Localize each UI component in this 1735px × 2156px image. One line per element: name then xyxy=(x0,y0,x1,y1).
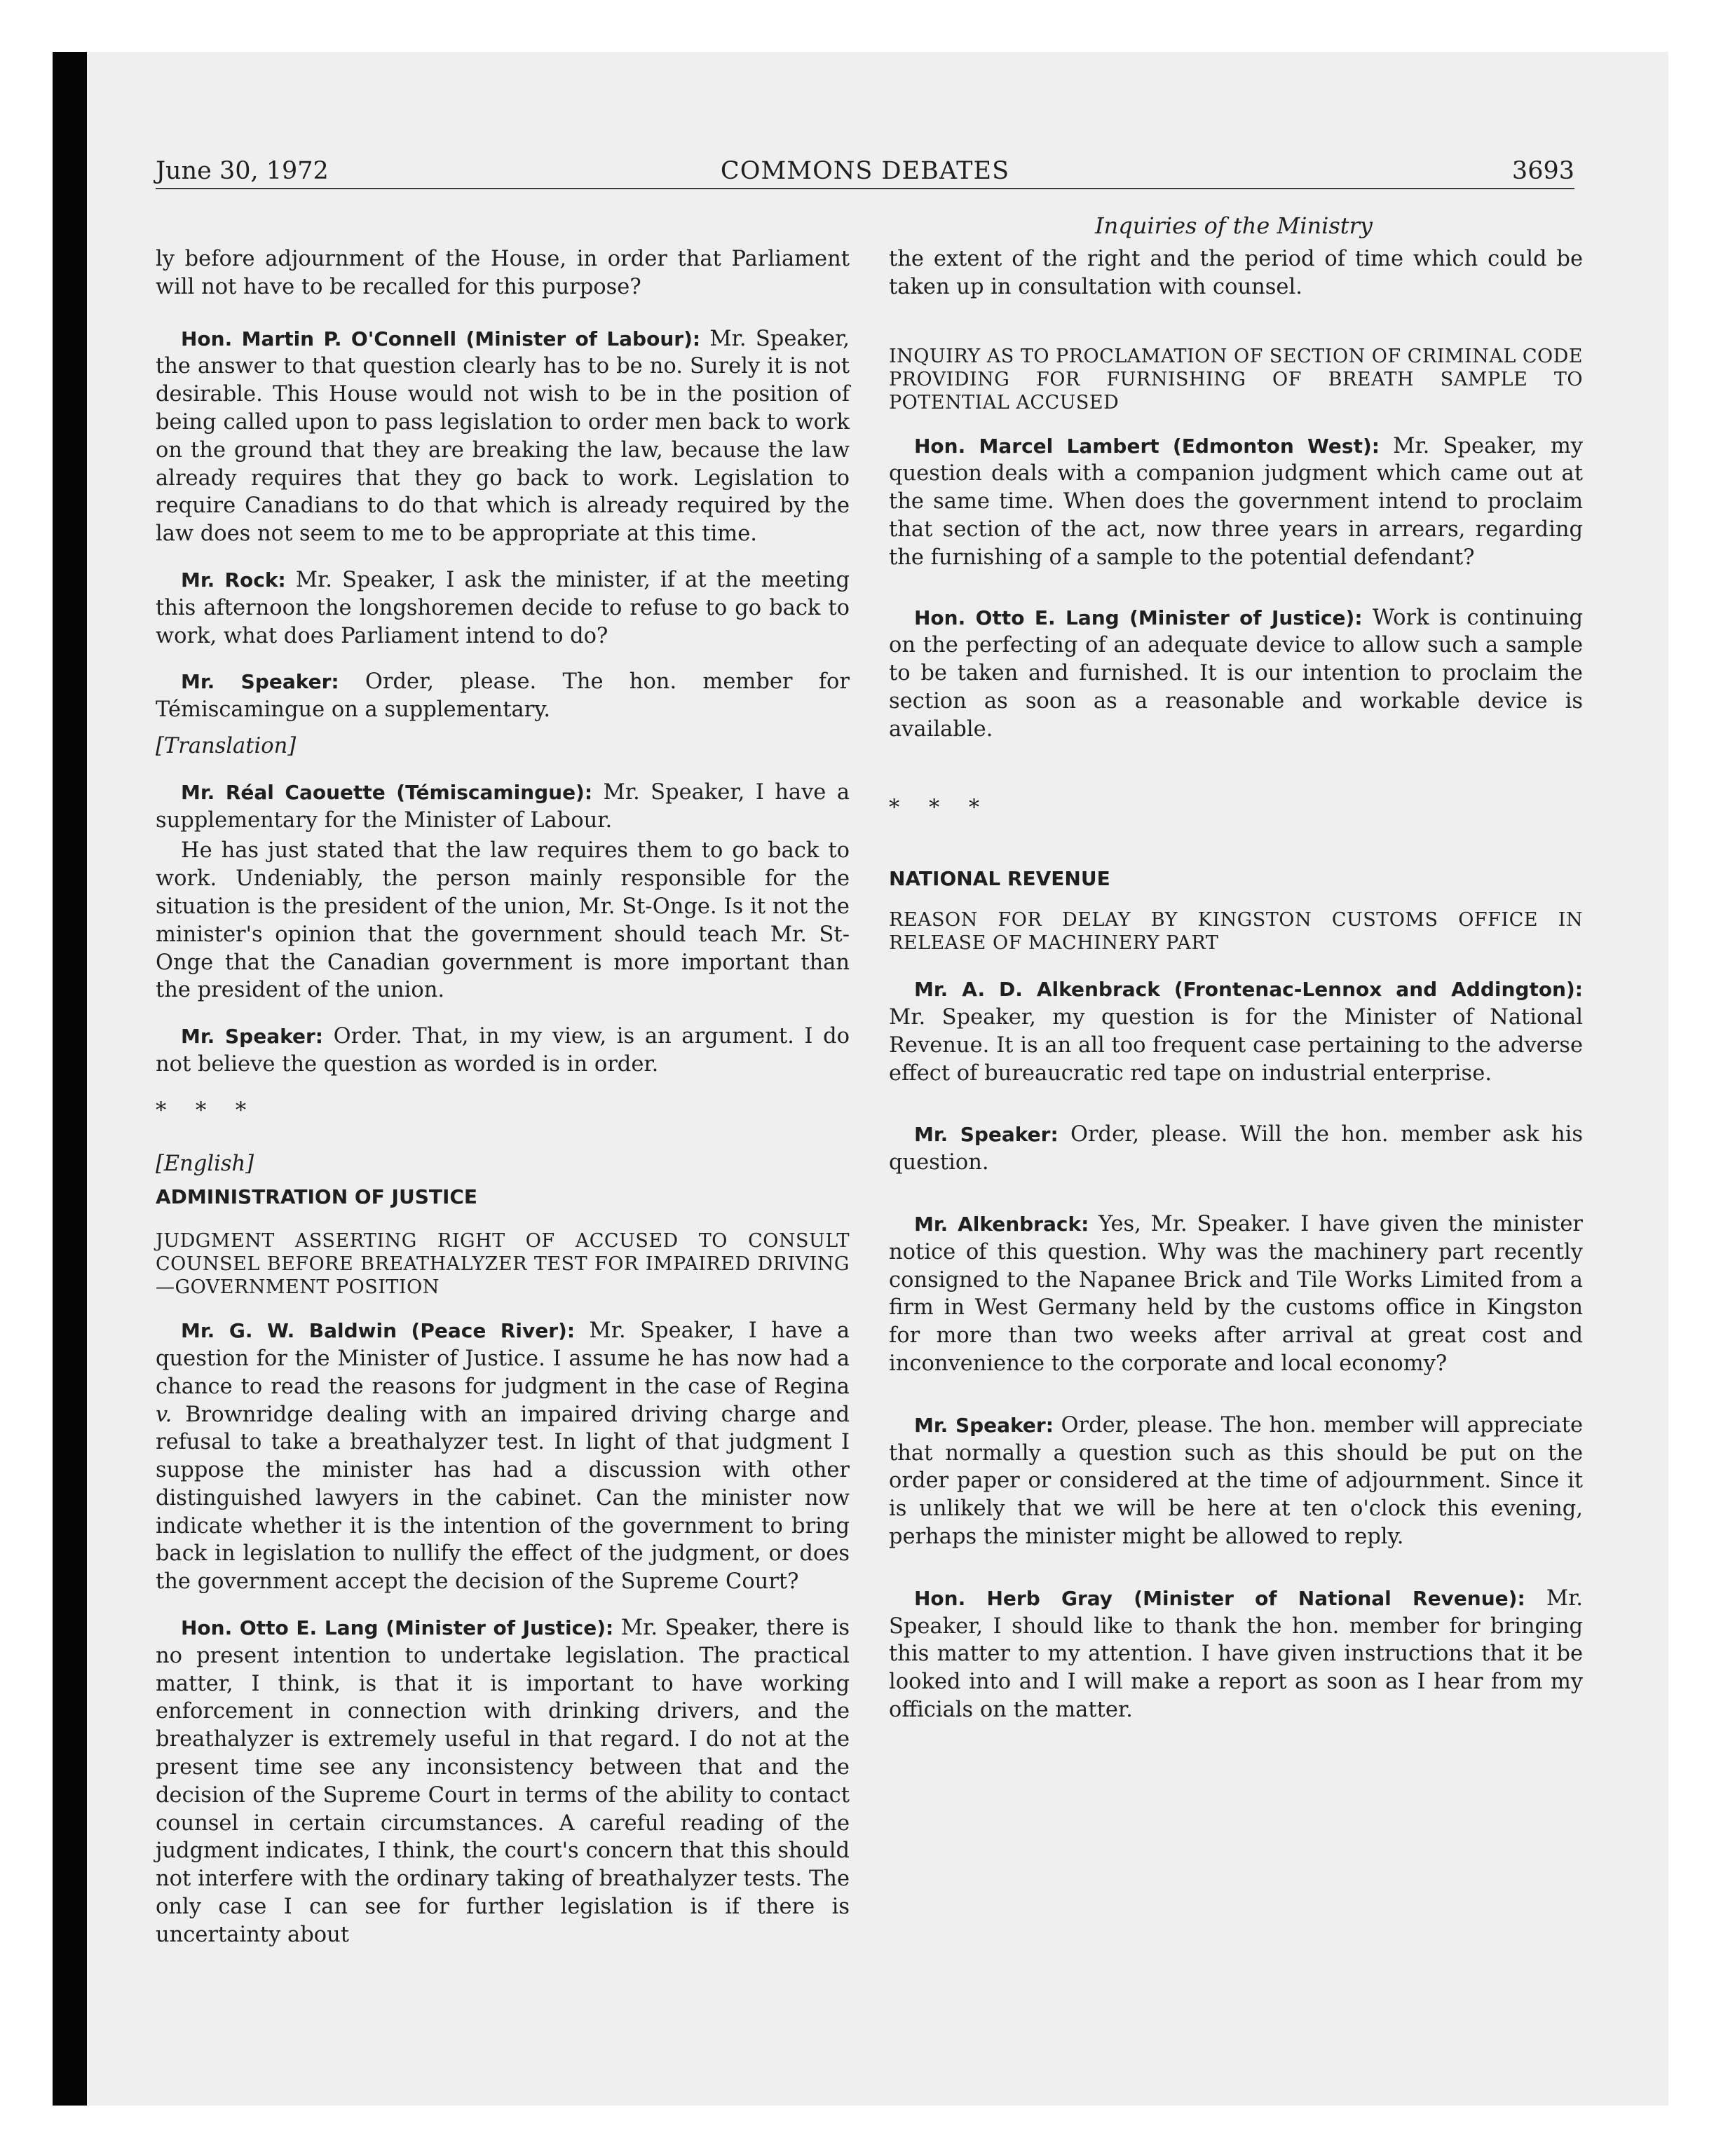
speaker-name: Hon. Marcel Lambert (Edmonton West): xyxy=(914,434,1380,458)
paragraph xyxy=(889,1121,1583,1177)
speaker-name: Mr. Speaker: xyxy=(181,670,339,694)
paragraph-text: Mr. Speaker, I should like to thank the hon. member for bringing this matter to my attention. I have given instructions that it be looked into and I will make a report as soon as I hear from my officials on the matter. xyxy=(889,1585,1583,1722)
speaker-name: Mr. Speaker: xyxy=(914,1413,1054,1437)
section-heading: NATIONAL REVENUE xyxy=(889,867,1110,891)
paragraph: the extent of the right and the period of time which could be taken up in consultation with counsel. xyxy=(889,247,1583,299)
header-rule xyxy=(156,188,1574,189)
paragraph xyxy=(889,1210,1583,1378)
paragraph-text: Mr. Speaker, I ask the minister, if at the meeting this afternoon the longshoremen decide to refuse to go back to work, what does Parliament intend to do? xyxy=(156,567,850,648)
paragraph xyxy=(889,976,1583,1087)
paragraph: He has just stated that the law requires them to go back to work. Undeniably, the person mainly responsible for the situation is the president of the union, Mr. St-Onge. Is it not the minister's opinion that the government should teach Mr. St-Onge that the Canadian government is more important than the president of the union. xyxy=(156,838,850,1003)
english-tag: [English] xyxy=(156,1151,254,1176)
scan-edge-shadow xyxy=(53,52,87,2106)
speaker-name: Mr. Alkenbrack: xyxy=(914,1212,1089,1236)
paragraph xyxy=(889,604,1583,744)
paragraph-text: Mr. Speaker, my question is for the Minister of National Revenue. It is an all too frequent case pertaining to the adverse effect of bureaucratic red tape on industrial enterprise. xyxy=(889,1004,1583,1086)
speaker-name: Mr. Speaker: xyxy=(914,1123,1059,1147)
paragraph xyxy=(156,1023,850,1079)
paragraph-text: Order, please. The hon. member will appreciate that normally a question such as this should be put on the order paper or considered at the time of adjournment. Since it is unlikely that we will be here at ten o'clock this evening, perhaps the minister might be allowed to reply. xyxy=(889,1412,1583,1549)
section-divider: * * * xyxy=(889,795,991,820)
speaker-name: Hon. Martin P. O'Connell (Minister of Labour): xyxy=(181,327,701,350)
speaker-name: Mr. Speaker: xyxy=(181,1025,323,1049)
paragraph xyxy=(889,1585,1583,1724)
paragraph xyxy=(889,1412,1583,1551)
paragraph xyxy=(156,325,850,548)
paragraph xyxy=(156,779,850,835)
paragraph-text: Mr. Speaker, my question deals with a companion judgment which came out at the same time. When does the government intend to proclaim that section of the act, now three years in arrears, regarding the furnishing of a sample to the potential defendant? xyxy=(889,433,1584,570)
paragraph-text: Mr. Speaker, there is no present intention to undertake legislation. The practical matter, I think, is that it is important to have working enforcement in connection with drinking drivers, and the breathalyzer is extremely useful in that regard. I do not at the present time see any inconsistency between that and the decision of the Supreme Court in terms of the ability to contact counsel in certain circumstances. A careful reading of the judgment indicates, I think, the court's concern that this should not interfere with the ordinary taking of breathalyzer tests. The only case I can see for further legislation is if there is uncertainty about xyxy=(156,1616,850,1947)
sub-heading: JUDGMENT ASSERTING RIGHT OF ACCUSED TO CONSULT COUNSEL BEFORE BREATHALYZER TEST FOR IMPAIRED DRIVING—GOVERNMENT POSITION xyxy=(156,1230,850,1299)
page-number: 3693 xyxy=(1511,157,1574,185)
sub-heading: REASON FOR DELAY BY KINGSTON CUSTOMS OFFICE IN RELEASE OF MACHINERY PART xyxy=(889,909,1583,955)
header-date: June 30, 1972 xyxy=(156,157,329,185)
paragraph xyxy=(156,566,850,650)
translation-tag: [Translation] xyxy=(156,733,297,758)
right-column xyxy=(889,245,1583,1742)
left-column xyxy=(156,245,850,1967)
section-divider: * * * xyxy=(156,1098,258,1123)
speaker-name: Mr. A. D. Alkenbrack (Frontenac-Lennox and Addington): xyxy=(914,978,1583,1002)
paragraph-text: Brownridge dealing with an impaired driving charge and refusal to take a breathalyzer test. In light of that judgment I suppose the minister has had a discussion with other distinguished lawyers in the cabinet. Can the minister now indicate whether it is the intention of the government to bring back in legislation to nullify the effect of the judgment, or does the government accept the decision of the Supreme Court? xyxy=(156,1402,850,1595)
running-head: Inquiries of the Ministry xyxy=(1095,212,1373,239)
paragraph-text: Mr. Speaker, I have a supplementary for the Minister of Labour. xyxy=(156,779,850,833)
paragraph-text: Mr. Speaker, I have a question for the Minister of Justice. I assume he has now had a chance to read the reasons for judgment in the case of Regina xyxy=(156,1318,850,1399)
paragraph-text: Yes, Mr. Speaker. I have given the minister notice of this question. Why was the machinery part recently consigned to the Napanee Brick and Tile Works Limited from a firm in West Germany held by the customs office in Kingston for more than two weeks after arrival at great cost and inconvenience to the corporate and local economy? xyxy=(889,1211,1583,1376)
paragraph xyxy=(889,432,1583,572)
speaker-name: Hon. Herb Gray (Minister of National Revenue): xyxy=(914,1586,1525,1610)
speaker-name: Hon. Otto E. Lang (Minister of Justice): xyxy=(914,606,1363,629)
speaker-name: Hon. Otto E. Lang (Minister of Justice): xyxy=(181,1616,614,1640)
paragraph-text-italic: v. xyxy=(156,1402,172,1427)
section-heading: ADMINISTRATION OF JUSTICE xyxy=(156,1185,478,1209)
paragraph xyxy=(156,1614,850,1949)
page-header xyxy=(156,157,1574,185)
paragraph-text: Order. That, in my view, is an argument. I do not believe the question as worded is in order. xyxy=(156,1024,850,1077)
speaker-name: Mr. G. W. Baldwin (Peace River): xyxy=(181,1319,576,1343)
header-title: COMMONS DEBATES xyxy=(720,157,1010,185)
paragraph-text: Mr. Speaker, the answer to that question clearly has to be no. Surely it is not desirable. This House would not wish to be in the position of being called upon to pass legislation to order men back to work on the ground that they are breaking the law, because the law already requires that they go back to work. Legislation to require Canadians to do that which is already required by the law does not seem to me to be appropriate at this time. xyxy=(156,326,850,547)
paragraph: ly before adjournment of the House, in order that Parliament will not have to be recalled for this purpose? xyxy=(156,247,850,299)
speaker-name: Mr. Réal Caouette (Témiscamingue): xyxy=(181,780,593,804)
paragraph-text: Order, please. Will the hon. member ask his question. xyxy=(889,1122,1583,1175)
paragraph xyxy=(156,668,850,724)
paragraph-text: Order, please. The hon. member for Témiscamingue on a supplementary. xyxy=(156,669,850,723)
speaker-name: Mr. Rock: xyxy=(181,568,286,592)
paragraph-text: Work is continuing on the perfecting of an adequate device to allow such a sample to be taken and furnished. It is our intention to proclaim the section as soon as a reasonable and workable device is available. xyxy=(889,605,1583,742)
sub-heading: INQUIRY AS TO PROCLAMATION OF SECTION OF CRIMINAL CODE PROVIDING FOR FURNISHING OF BREATH SAMPLE TO POTENTIAL ACCUSED xyxy=(889,345,1583,414)
paragraph xyxy=(156,1317,850,1596)
